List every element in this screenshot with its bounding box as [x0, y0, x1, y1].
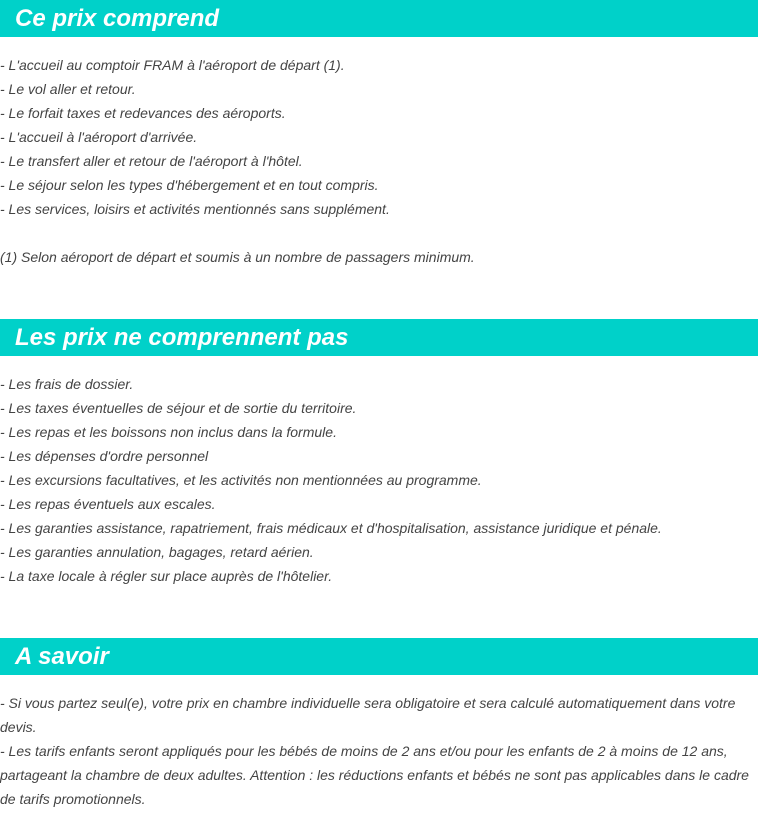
list-item: - Le vol aller et retour. [0, 81, 136, 97]
section-price-includes [0, 0, 758, 269]
list-item: - Les taxes éventuelles de séjour et de sortie du territoire. [0, 400, 357, 416]
list-item: - L'accueil à l'aéroport d'arrivée. [0, 129, 198, 145]
section-body [0, 356, 758, 588]
list-item: - Les tarifs enfants seront appliqués pour les bébés de moins de 2 ans et/ou pour les enfants de 2 à moins de 12 ans, partageant la chambre de deux adultes. Attention : les réductions enfants et bébés ne sont pas applicables dans le cadre de tarifs promotionnels. [0, 743, 749, 807]
section-good-to-know [0, 638, 758, 811]
section-body [0, 37, 758, 269]
footnote: (1) Selon aéroport de départ et soumis à un nombre de passagers minimum. [0, 249, 475, 265]
list-item: - Les excursions facultatives, et les activités non mentionnées au programme. [0, 472, 482, 488]
section-body [0, 675, 758, 811]
section-title: Ce prix comprend [0, 0, 758, 37]
section-title: Les prix ne comprennent pas [0, 319, 758, 356]
list-item: - Les services, loisirs et activités mentionnés sans supplément. [0, 201, 390, 217]
list-item: - L'accueil au comptoir FRAM à l'aéroport de départ (1). [0, 57, 345, 73]
list-item: - Si vous partez seul(e), votre prix en chambre individuelle sera obligatoire et sera calculé automatiquement dans votre devis. [0, 695, 736, 735]
list-item: - Les repas et les boissons non inclus dans la formule. [0, 424, 337, 440]
list-item: - Le transfert aller et retour de l'aéroport à l'hôtel. [0, 153, 303, 169]
section-title: A savoir [0, 638, 758, 675]
list-item: - Le séjour selon les types d'hébergement et en tout compris. [0, 177, 379, 193]
list-item: - Les garanties annulation, bagages, retard aérien. [0, 544, 314, 560]
section-price-excludes [0, 319, 758, 588]
list-item: - Les frais de dossier. [0, 376, 134, 392]
list-item: - Les dépenses d'ordre personnel [0, 448, 209, 464]
list-item: - Les repas éventuels aux escales. [0, 496, 216, 512]
spacer [0, 221, 758, 245]
list-item: - La taxe locale à régler sur place auprès de l'hôtelier. [0, 568, 333, 584]
list-item: - Le forfait taxes et redevances des aéroports. [0, 105, 286, 121]
list-item: - Les garanties assistance, rapatriement, frais médicaux et d'hospitalisation, assistance juridique et pénale. [0, 520, 662, 536]
